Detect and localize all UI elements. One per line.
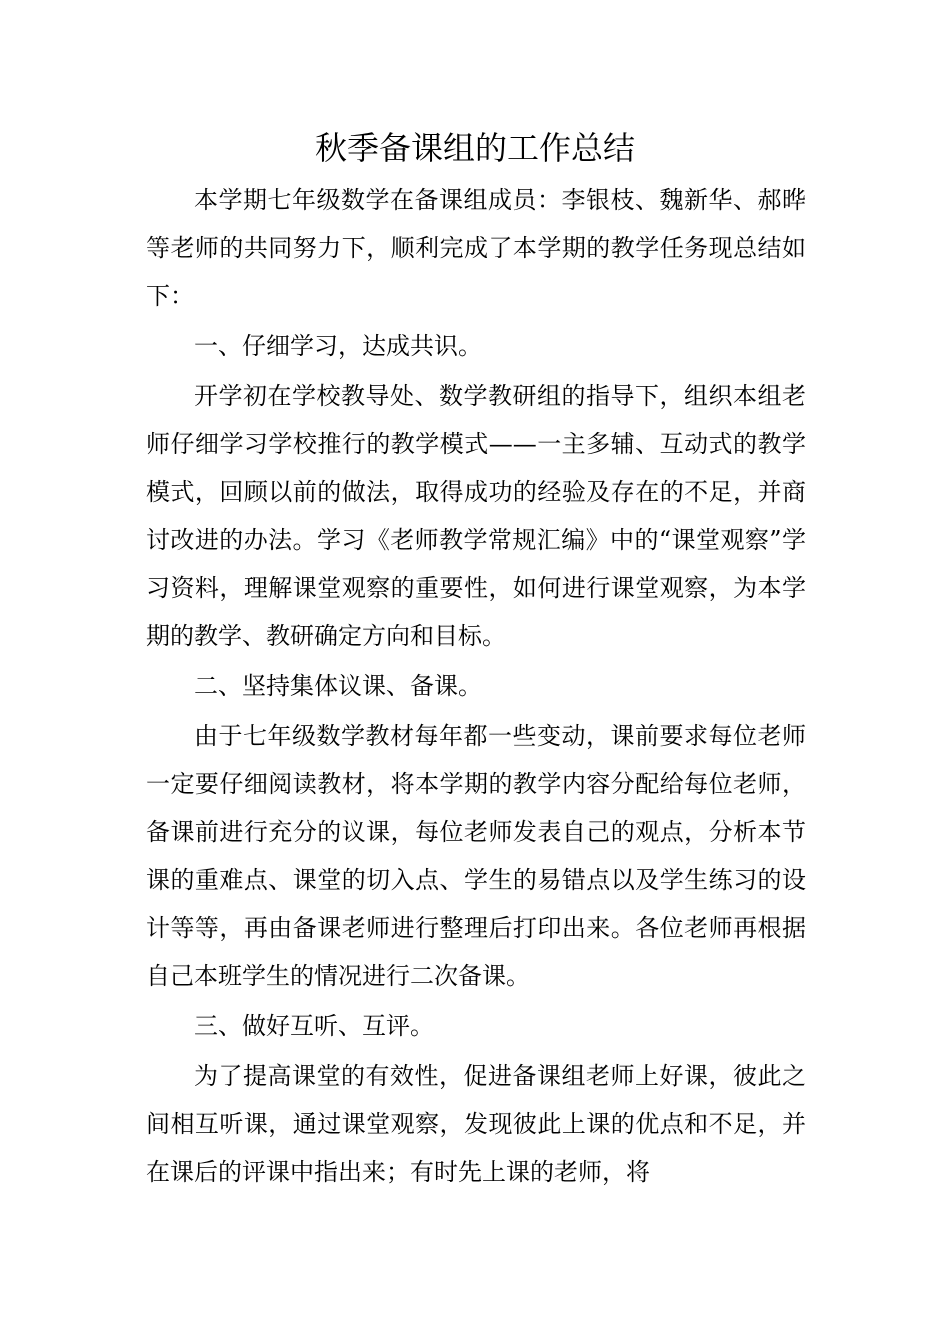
- paragraph-intro: 本学期七年级数学在备课组成员：李银枝、魏新华、郝晔等老师的共同努力下，顺利完成了本学期的教学任务现总结如下：: [146, 186, 806, 310]
- section-heading-1: 一、仔细学习，达成共识。: [194, 332, 482, 360]
- paragraph-section-2: 由于七年级数学教材每年都一些变动，课前要求每位老师一定要仔细阅读教材，将本学期的教学内容分配给每位老师，备课前进行充分的议课，每位老师发表自己的观点，分析本节课的重难点、课堂的切入点、学生的易错点以及学生练习的设计等等，再由备课老师进行整理后打印出来。各位老师再根据自己本班学生的情况进行二次备课。: [146, 722, 806, 990]
- paragraph-section-1: 开学初在学校教导处、数学教研组的指导下，组织本组老师仔细学习学校推行的教学模式——一主多辅、互动式的教学模式，回顾以前的做法，取得成功的经验及存在的不足，并商讨改进的办法。学习《老师教学常规汇编》中的“课堂观察”学习资料，理解课堂观察的重要性，如何进行课堂观察，为本学期的教学、教研确定方向和目标。: [146, 382, 806, 650]
- section-heading-2: 二、坚持集体议课、备课。: [194, 672, 482, 700]
- section-heading-3: 三、做好互听、互评。: [194, 1012, 434, 1040]
- document-title: 秋季备课组的工作总结: [314, 129, 635, 167]
- document-body: [146, 176, 806, 1198]
- paragraph-section-3: 为了提高课堂的有效性，促进备课组老师上好课，彼此之间相互听课，通过课堂观察，发现彼此上课的优点和不足，并在课后的评课中指出来；有时先上课的老师，将: [146, 1062, 806, 1186]
